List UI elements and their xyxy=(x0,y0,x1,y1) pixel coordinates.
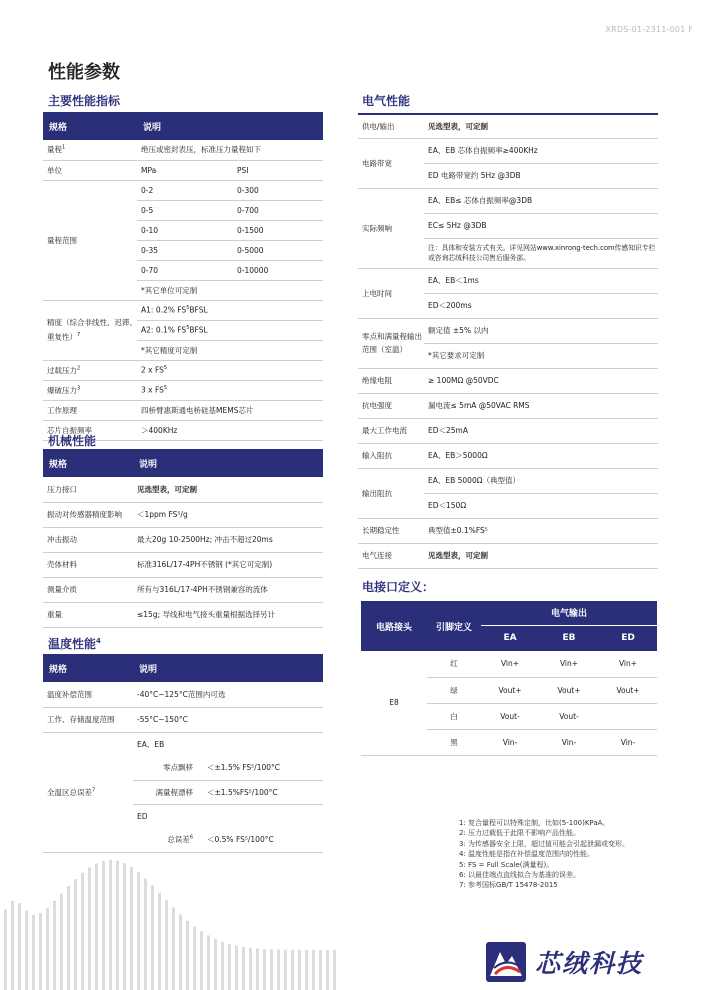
spec-value: EA、EB＞5000Ω xyxy=(424,443,658,468)
spec-label: 壳体材料 xyxy=(43,552,133,577)
pin-signal: Vin+ xyxy=(599,651,657,677)
wave-bar xyxy=(102,861,105,990)
range-psi: 0-300 xyxy=(233,180,323,200)
spec-label: 芯片自振频率 xyxy=(43,420,137,440)
wave-bar xyxy=(214,939,217,990)
pin-signal: Vout+ xyxy=(539,677,599,703)
spec-value: 典型值±0.1%FS⁵ xyxy=(424,518,658,543)
wave-bar xyxy=(291,950,294,990)
wave-bar xyxy=(25,911,28,990)
range-mpa: 0-70 xyxy=(137,260,233,280)
wave-bar xyxy=(221,942,224,990)
wave-bar xyxy=(249,948,252,990)
wave-bar xyxy=(144,878,147,990)
wave-bar xyxy=(32,915,35,990)
table-header: EA xyxy=(481,625,539,651)
spec-value: -55°C~150°C xyxy=(133,707,323,732)
spec-label: 上电时间 xyxy=(358,268,424,318)
wave-bar xyxy=(242,947,245,990)
wave-bar xyxy=(270,949,273,990)
spec-value: 漏电流≤ 5mA @50VAC RMS xyxy=(424,393,658,418)
accuracy-a2: A2: 0.1% $FS^5BFSL$ xyxy=(137,320,323,340)
wave-bar xyxy=(67,886,70,990)
spec-label: 电路带宽 xyxy=(358,138,424,188)
spec-label: 量程$^1$ xyxy=(43,140,137,160)
unit-psi: PSI xyxy=(233,160,323,180)
range-psi: 0-5000 xyxy=(233,240,323,260)
range-mpa: 0-10 xyxy=(137,220,233,240)
spec-label: 零点和满量程输出范围（室温） xyxy=(358,318,424,368)
spec-value: 四桥臂惠斯通电桥硅基MEMS芯片 xyxy=(137,400,323,420)
footnote: 7: 参考国标GB/T 15478-2015 xyxy=(459,881,558,890)
spec-value: *其它要求可定制 xyxy=(424,343,658,368)
spec-label: 抗电强度 xyxy=(358,393,424,418)
spec-value: ED 电路带宽约 5Hz @3DB xyxy=(424,163,658,188)
spec-label: 全温区总误差$^7$ xyxy=(43,732,133,852)
wave-bar xyxy=(151,885,154,990)
pin-signal xyxy=(599,703,657,729)
connector-name: E8 xyxy=(361,651,427,755)
footnote: 4: 温度性能是指在补偿温度范围内的性能。 xyxy=(459,850,595,859)
wave-bar xyxy=(109,860,112,990)
company-logo xyxy=(486,942,643,982)
wave-bar xyxy=(256,949,259,990)
wave-bar xyxy=(186,921,189,990)
spec-label: 冲击振动 xyxy=(43,527,133,552)
table-header: 说明 xyxy=(137,112,323,140)
spec-label: 工作原理 xyxy=(43,400,137,420)
wave-bar xyxy=(179,914,182,990)
spec-label: 重量 xyxy=(43,602,133,627)
range-psi: 0-1500 xyxy=(233,220,323,240)
spec-label: 振动对传感器精度影响 xyxy=(43,502,133,527)
table-header: 引脚定义 xyxy=(427,601,481,651)
spec-value: -40°C~125°C范围内可选 xyxy=(133,682,323,707)
mech-spec-table xyxy=(43,449,323,628)
spec-value: ＜0.5% FS⁵/100°C xyxy=(203,828,323,852)
spec-subgroup: EA、EB xyxy=(137,739,165,749)
spec-label: 电气连接 xyxy=(358,543,424,568)
accuracy-a1: A1: 0.2% $FS^5BFSL$ xyxy=(137,300,323,320)
section-title-mech: 机械性能 xyxy=(48,434,97,448)
elec-spec-table xyxy=(358,113,658,569)
spec-value: ＜±1.5%FS⁵/100°C xyxy=(203,780,323,804)
wave-bar xyxy=(60,893,63,990)
wave-bar xyxy=(228,944,231,990)
footnote: 5: FS = Full Scale(满量程)。 xyxy=(459,860,554,869)
table-header: 电路接头 xyxy=(361,601,427,651)
range-psi: 0-700 xyxy=(233,200,323,220)
wave-bar xyxy=(39,913,42,990)
spec-label: 压力接口 xyxy=(43,477,133,502)
spec-value: 见选型表，可定制 xyxy=(424,114,658,138)
pin-signal: Vin- xyxy=(599,729,657,755)
accuracy-note: *其它精度可定制 xyxy=(137,340,323,360)
page-title: 性能参数 xyxy=(48,62,120,83)
spec-value: ＜±1.5% FS⁵/100°C xyxy=(203,756,323,780)
wave-bar xyxy=(130,867,133,990)
wave-bar xyxy=(137,872,140,990)
wave-bar xyxy=(284,950,287,990)
spec-value: EA、EB 芯体自振频率≥400KHz xyxy=(424,138,658,163)
footnote: 3: 为传感器安全上限，超过值可能会引起泄漏或变形。 xyxy=(459,839,630,848)
wave-bar xyxy=(319,950,322,990)
spec-label: 爆破压力$^3$ xyxy=(43,380,137,400)
table-header: 说明 xyxy=(133,449,323,477)
spec-value: ED＜150Ω xyxy=(424,493,658,518)
document-code: XRDS-01-2311-001 F xyxy=(605,25,693,34)
spec-label: 温度补偿范围 xyxy=(43,682,133,707)
wave-bar xyxy=(305,950,308,990)
section-title-elec: 电气性能 xyxy=(362,94,411,108)
pin-color: 黑 xyxy=(427,729,481,755)
spec-value: EA、EB≤ 芯体自振频率@3DB xyxy=(424,188,658,213)
footnote: 6: 以最佳端点直线拟合为基准的误差。 xyxy=(459,871,581,880)
spec-value: 3 x $FS^5$ xyxy=(137,380,323,400)
spec-label: 长期稳定性 xyxy=(358,518,424,543)
wave-bar xyxy=(46,908,49,990)
spec-label: 最大工作电流 xyxy=(358,418,424,443)
wave-bar xyxy=(18,903,21,990)
spec-note: 注：具体和安装方式有关。详见网站www.xinrong-tech.com传感知识专栏或咨询芯绒科技公司售后服务部。 xyxy=(424,238,658,268)
pin-signal: Vout+ xyxy=(481,677,539,703)
spec-sublabel: 零点飘移 xyxy=(133,756,203,780)
spec-value: ED＜200ms xyxy=(424,293,658,318)
interface-table xyxy=(361,601,657,756)
section-title-main: 主要性能指标 xyxy=(48,94,121,108)
wave-bar xyxy=(95,863,98,990)
pin-signal: Vin- xyxy=(539,729,599,755)
wave-bar xyxy=(263,949,266,990)
main-spec-table xyxy=(43,112,323,441)
spec-label: 精度（综合非线性、迟滞、重复性）$^7$ xyxy=(43,300,137,360)
spec-label: 工作、存储温度范围 xyxy=(43,707,133,732)
spec-label: 供电/输出 xyxy=(358,114,424,138)
wave-bar xyxy=(333,950,336,990)
table-header: 规格 xyxy=(43,112,137,140)
unit-mpa: MPa xyxy=(137,160,233,180)
wave-bar xyxy=(235,946,238,990)
wave-bar xyxy=(11,901,14,990)
wave-bar xyxy=(326,950,329,990)
wave-bar xyxy=(81,873,84,990)
wave-bar xyxy=(298,950,301,990)
pin-color: 绿 xyxy=(427,677,481,703)
range-mpa: 0-5 xyxy=(137,200,233,220)
wave-bar xyxy=(312,950,315,990)
pin-color: 红 xyxy=(427,651,481,677)
spec-value: ≥ 100MΩ @50VDC xyxy=(424,368,658,393)
wave-bar xyxy=(158,893,161,990)
spec-value: 2 x $FS^5$ xyxy=(137,360,323,380)
spec-label: 单位 xyxy=(43,160,137,180)
range-psi: 0-10000 xyxy=(233,260,323,280)
spec-label: 实际频响 xyxy=(358,188,424,268)
spec-sublabel: 总误差$^6$ xyxy=(133,828,203,852)
spec-subgroup: ED xyxy=(137,811,148,821)
spec-label: 过载压力$^2$ xyxy=(43,360,137,380)
table-header: 电气输出 xyxy=(481,601,657,625)
spec-sublabel: 满量程漂移 xyxy=(133,780,203,804)
footnote: 2: 压力过载低于此限不影响产品性能。 xyxy=(459,829,581,838)
pin-signal: Vout- xyxy=(539,703,599,729)
spec-value: EA、EB 5000Ω（典型值） xyxy=(424,468,658,493)
wave-bar xyxy=(116,861,119,990)
spec-value: EC≤ 5Hz @3DB xyxy=(424,213,658,238)
spec-value: 标准316L/17-4PH不锈钢 (*其它可定制) xyxy=(133,552,323,577)
wave-bar xyxy=(88,867,91,990)
range-mpa: 0-35 xyxy=(137,240,233,260)
table-header: 规格 xyxy=(43,654,133,682)
pin-signal: Vout+ xyxy=(599,677,657,703)
spec-value: 额定值 ±5% 以内 xyxy=(424,318,658,343)
table-header: ED xyxy=(599,625,657,651)
table-header: EB xyxy=(539,625,599,651)
spec-value: ＞400KHz xyxy=(137,420,323,440)
spec-label: 输出阻抗 xyxy=(358,468,424,518)
wave-bar xyxy=(74,879,77,990)
spec-value: 最大20g 10-2500Hz; 冲击不超过20ms xyxy=(133,527,323,552)
spec-value: 所有与316L/17-4PH不锈钢兼容的流体 xyxy=(133,577,323,602)
spec-label: 量程范围 xyxy=(43,180,137,300)
footnote: 1: 复合量程可以特殊定制，比如(5-100)KPaA。 xyxy=(459,819,610,827)
pin-signal: Vin+ xyxy=(539,651,599,677)
spec-value: ≤15g; 导线和电气接头重量根据选择另计 xyxy=(133,602,323,627)
section-title-iface: 电接口定义： xyxy=(362,580,435,594)
wave-bar xyxy=(200,931,203,990)
wave-bar xyxy=(193,926,196,990)
footnotes xyxy=(459,818,629,891)
wave-bar xyxy=(53,901,56,990)
range-mpa: 0-2 xyxy=(137,180,233,200)
wave-bar xyxy=(165,900,168,990)
wave-bar xyxy=(207,935,210,990)
section-title-temp: 温度性能$^4$ xyxy=(48,637,101,651)
spec-value: 见选型表，可定制 xyxy=(424,543,658,568)
pin-signal: Vin+ xyxy=(481,651,539,677)
wave-bar xyxy=(172,908,175,990)
pin-signal: Vout- xyxy=(481,703,539,729)
spec-value: 见选型表，可定制 xyxy=(133,477,323,502)
spec-label: 绝缘电阻 xyxy=(358,368,424,393)
range-note: *其它单位可定制 xyxy=(137,280,323,300)
wave-bar xyxy=(123,863,126,990)
spec-label: 输入阻抗 xyxy=(358,443,424,468)
table-header: 规格 xyxy=(43,449,133,477)
pin-signal: Vin- xyxy=(481,729,539,755)
logo-mark-icon xyxy=(486,942,526,982)
spec-value: ED＜25mA xyxy=(424,418,658,443)
spec-value: 绝压或密封表压，标准压力量程如下 xyxy=(137,140,323,160)
spec-label: 测量介质 xyxy=(43,577,133,602)
table-header: 说明 xyxy=(133,654,323,682)
wave-bar xyxy=(4,909,7,990)
spec-value: ＜1ppm FS⁵/g xyxy=(133,502,323,527)
spec-value: EA、EB＜1ms xyxy=(424,268,658,293)
pin-color: 白 xyxy=(427,703,481,729)
temp-spec-table xyxy=(43,654,323,853)
logo-text: 芯绒科技 xyxy=(535,949,644,978)
wave-bar xyxy=(277,950,280,990)
